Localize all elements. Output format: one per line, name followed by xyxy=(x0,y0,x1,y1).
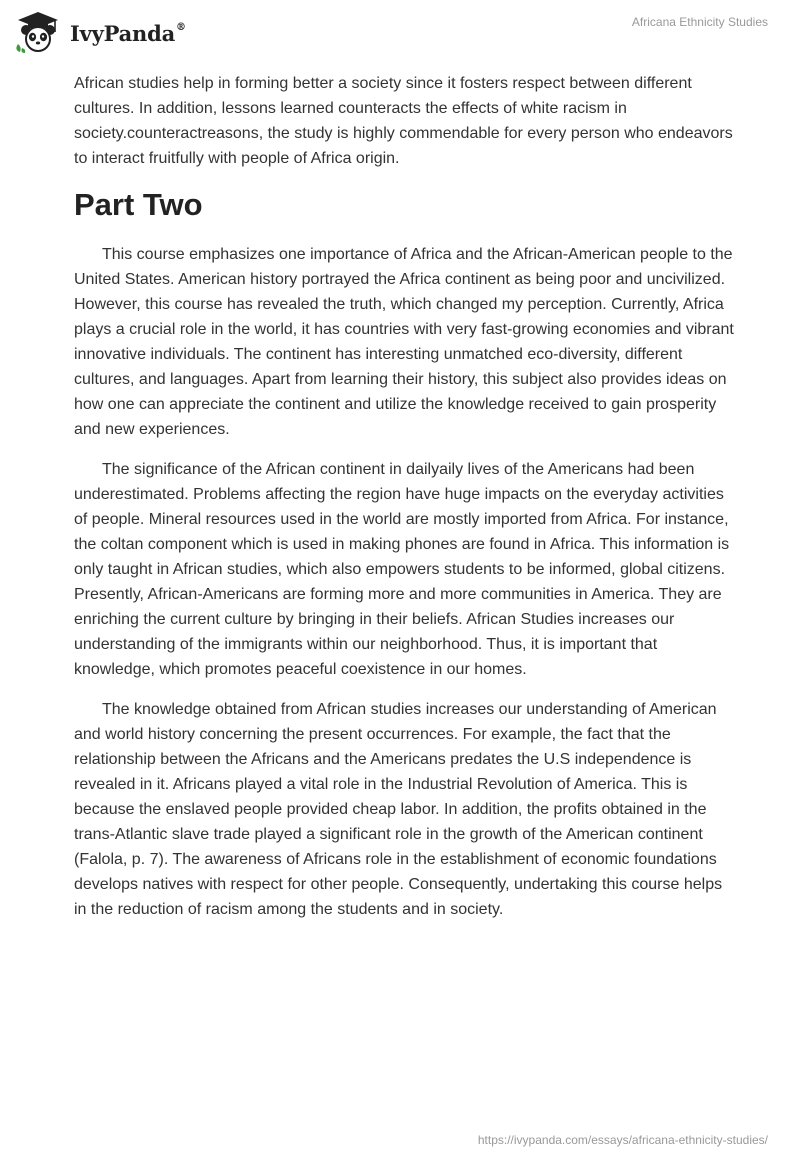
body-paragraph: The significance of the African continent in dailyaily lives of the Americans had been underestimated. Problems affecting the region have huge impacts on the everyday activities of people. Mineral resources used in the world are mostly imported from Africa. For instance, the coltan component which is used in making phones are found in Africa. This information is only taught in African studies, which also empowers students to be informed, global citizens. Presently, African-Americans are forming more and more communities in America. They are enriching the current culture by bringing in their beliefs. African Studies increases our understanding of the immigrants within our neighborhood. Thus, it is important that knowledge, which promotes peaceful coexistence in our homes. xyxy=(74,461,730,678)
source-url-link[interactable]: https://ivypanda.com/essays/africana-ethnicity-studies/ xyxy=(477,1133,768,1147)
panda-graduate-icon xyxy=(14,10,62,54)
page-header xyxy=(0,0,800,70)
body-paragraph: The knowledge obtained from African studies increases our understanding of American and world history concerning the present occurrences. For example, the fact that the relationship between the Africans and the Americans predates the U.S independence is revealed in it. Africans played a vital role in the Industrial Revolution of America. This is because the enslaved people provided cheap labor. In addition, the profits obtained in the trans-Atlantic slave trade played a significant role in the growth of the American continent (Falola, p. 7). The awareness of Africans role in the establishment of economic foundations develops natives with respect for other people. Consequently, undertaking this course helps in the reduction of racism among the students and in society. xyxy=(74,701,723,918)
registered-mark: ® xyxy=(176,21,186,33)
document-title: Africana Ethnicity Studies xyxy=(631,15,768,29)
brand-name: IvyPanda xyxy=(70,20,176,46)
section-heading: Part Two xyxy=(74,187,203,222)
essay-content xyxy=(74,71,734,937)
body-paragraph: This course emphasizes one importance of Africa and the African-American people to the United States. American history portrayed the Africa continent as being poor and uncivilized. However, this course has revealed the truth, which changed my perception. Currently, Africa plays a crucial role in the world, it has countries with very fast-growing economies and vibrant innovative individuals. The continent has interesting unmatched eco-diversity, different cultures, and languages. Apart from learning their history, this subject also provides ideas on how one can appreciate the continent and utilize the knowledge received to gain prosperity and new experiences. xyxy=(74,246,734,438)
intro-paragraph: African studies help in forming better a society since it fosters respect between different cultures. In addition, lessons learned counteracts the effects of white racism in society.counteractreasons, the study is highly commendable for every person who endeavors to interact fruitfully with people of Africa origin. xyxy=(74,75,733,167)
brand-name-group xyxy=(70,21,186,46)
ivypanda-logo[interactable] xyxy=(14,10,186,54)
